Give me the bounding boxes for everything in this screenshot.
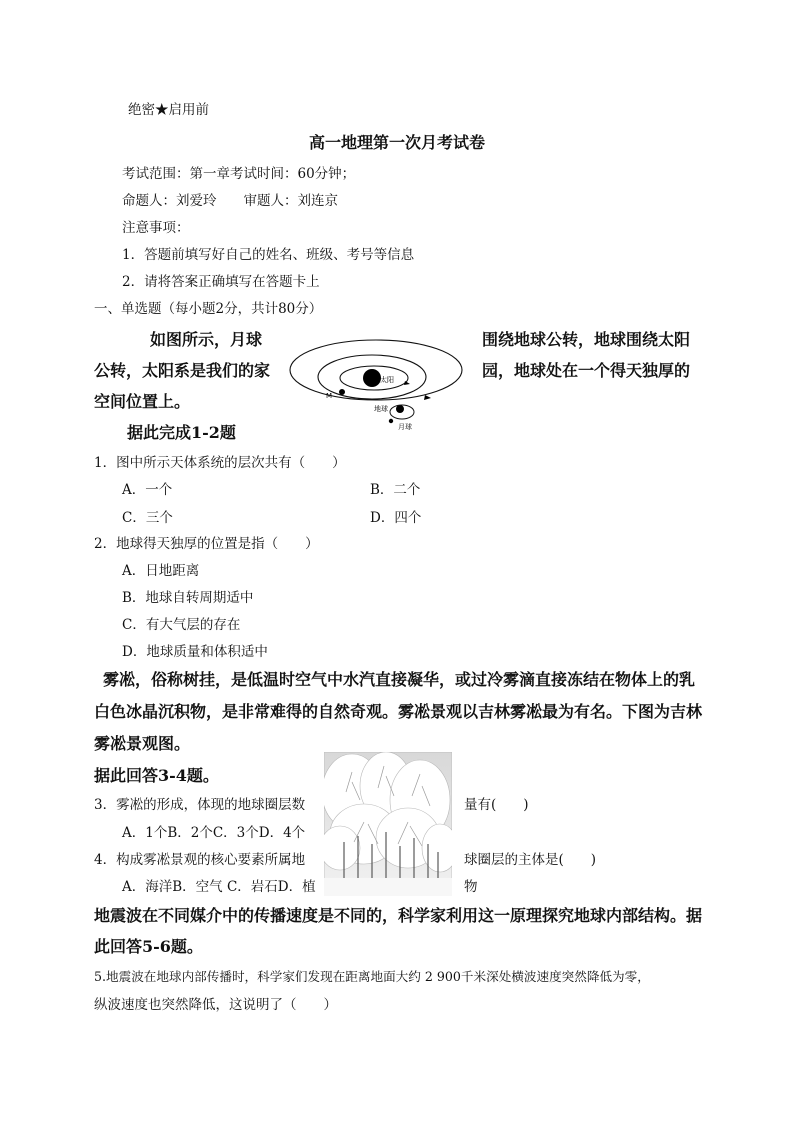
secret-mark: 绝密★启用前	[128, 102, 209, 118]
q3-options: A．1个B．2个C．3个D．4个	[122, 825, 306, 841]
q2-option-a: A．日地距离	[122, 563, 200, 579]
rime-landscape-photo	[324, 752, 452, 896]
passage3-line2: 此回答5-6题。	[94, 937, 203, 956]
passage2-line4: 据此回答3-4题。	[94, 766, 219, 785]
q4-stem-left: 4．构成雾凇景观的核心要素所属地	[94, 852, 306, 868]
notice-title: 注意事项：	[122, 220, 190, 236]
q4-stem-right: 球圈层的主体是( )	[464, 852, 597, 868]
q5-stem-line1: 5.地震波在地球内部传播时，科学家们发现在距离地面大约 2 900千米深处横波速度突然降低为零，	[94, 969, 650, 984]
exam-authors: 命题人：刘爱玲 审题人：刘连京	[122, 193, 338, 209]
sun-icon	[363, 369, 381, 387]
q2-stem: 2．地球得天独厚的位置是指（ ）	[94, 536, 319, 552]
solar-system-diagram	[286, 328, 468, 440]
sun-label: 太阳	[380, 376, 394, 384]
planet-m-icon	[339, 389, 345, 395]
q1-option-d: D．四个	[370, 510, 422, 526]
notice-item-2: 2．请将答案正确填写在答题卡上	[122, 274, 320, 290]
q4-options-right: 物	[464, 879, 478, 895]
passage1-line1-right: 围绕地球公转，地球围绕太阳	[482, 330, 691, 349]
passage1-line1-left: 如图所示，月球	[150, 330, 263, 349]
moon-label: 月球	[398, 423, 412, 431]
notice-item-1: 1．答题前填写好自己的姓名、班级、考号等信息	[122, 247, 415, 263]
q4-options-left: A．海洋B．空气 C．岩石D．植	[122, 879, 316, 895]
section-heading: 一、单选题（每小题2分，共计80分）	[94, 301, 323, 317]
q1-option-b: B．二个	[370, 482, 421, 498]
passage1-line4: 据此完成1-2题	[127, 423, 236, 442]
passage1-line2-left: 公转，太阳系是我们的家	[94, 361, 271, 380]
q1-stem: 1．图中所示天体系统的层次共有（ ）	[94, 455, 346, 471]
passage1-line3: 空间位置上。	[94, 392, 191, 411]
passage2-line3: 雾凇景观图。	[94, 734, 191, 753]
q2-option-b: B．地球自转周期适中	[122, 590, 254, 606]
passage3-line1: 地震波在不同媒介中的传播速度是不同的，科学家利用这一原理探究地球内部结构。据	[94, 906, 703, 925]
exam-scope: 考试范围：第一章考试时间：60分钟；	[122, 166, 356, 182]
earth-icon	[396, 405, 404, 413]
moon-icon	[389, 419, 393, 423]
m-label: M	[326, 392, 333, 400]
q1-option-a: A．一个	[122, 482, 173, 498]
q1-option-c: C．三个	[122, 510, 173, 526]
passage2-line2: 白色冰晶沉积物，是非常难得的自然奇观。雾凇景观以吉林雾凇最为有名。下图为吉林	[94, 702, 703, 721]
passage2-line1: 雾凇，俗称树挂，是低温时空气中水汽直接凝华，或过冷雾滴直接冻结在物体上的乳	[103, 670, 696, 689]
earth-label: 地球	[374, 405, 388, 413]
q2-option-c: C．有大气层的存在	[122, 617, 241, 633]
q5-stem-line2: 纵波速度也突然降低，这说明了（ ）	[94, 997, 337, 1013]
passage1-line2-right: 园，地球处在一个得天独厚的	[482, 361, 691, 380]
q3-stem-left: 3．雾凇的形成，体现的地球圈层数	[94, 797, 306, 813]
q3-stem-right: 量有( )	[464, 797, 529, 813]
page-title: 高一地理第一次月考试卷	[309, 133, 486, 152]
q2-option-d: D．地球质量和体积适中	[122, 644, 268, 660]
